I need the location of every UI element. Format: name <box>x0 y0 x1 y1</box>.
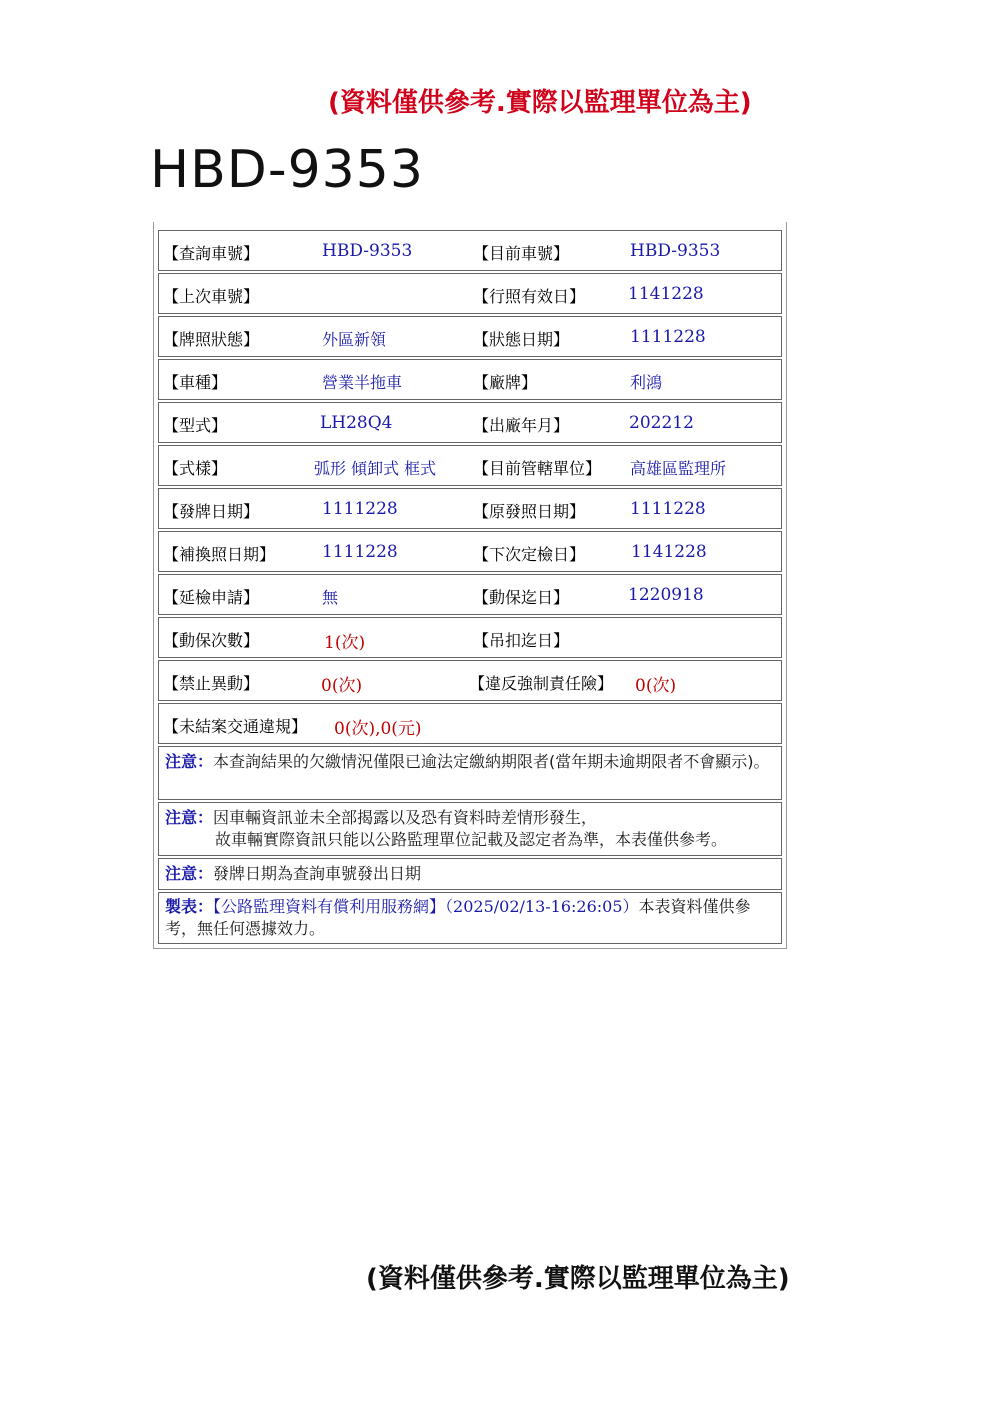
footer-head: 製表： <box>165 897 214 916</box>
row-value: 0(次),0(元) <box>334 719 422 739</box>
row-label: 【牌照狀態】 <box>163 330 260 349</box>
row-value: LH28Q4 <box>320 413 393 433</box>
note-box <box>158 746 782 800</box>
row-value: 1111228 <box>322 499 398 519</box>
row-value: 無 <box>322 588 339 607</box>
footer-text <box>165 896 773 940</box>
note-body: 發牌日期為查詢車號發出日期 <box>213 864 422 883</box>
row-value: 202212 <box>629 413 694 433</box>
row-value: 利鴻 <box>630 373 663 392</box>
row-label: 【發牌日期】 <box>163 502 260 521</box>
row-label: 【行照有效日】 <box>473 287 586 306</box>
plate-number-title: HBD-9353 <box>150 140 424 200</box>
footer-paren-open: （ <box>445 897 454 916</box>
note-head: 注意： <box>165 752 214 771</box>
row-label: 【車種】 <box>163 373 228 392</box>
vehicle-info-panel <box>153 222 787 949</box>
footer-body: 本表資料僅供參考，無任何憑據效力。 <box>165 897 751 938</box>
row-value: HBD-9353 <box>322 241 413 261</box>
disclaimer-top: (資料僅供參考.實際以監理單位為主) <box>328 88 752 118</box>
info-row <box>158 660 782 701</box>
row-value: 0(次) <box>635 676 677 696</box>
row-label: 【未結案交通違規】 <box>163 717 308 736</box>
info-row <box>158 531 782 572</box>
row-value: 1111228 <box>630 499 706 519</box>
row-value: 1(次) <box>324 633 366 653</box>
note-box <box>158 858 782 890</box>
row-label: 【動保迄日】 <box>473 588 570 607</box>
row-value: 外區新領 <box>322 330 387 349</box>
note-head: 注意： <box>165 808 214 827</box>
info-row <box>158 316 782 357</box>
note-text <box>165 863 773 885</box>
info-row <box>158 230 782 271</box>
disclaimer-bottom: (資料僅供參考.實際以監理單位為主) <box>366 1264 790 1294</box>
row-label: 【補換照日期】 <box>163 545 276 564</box>
note-body: 本查詢結果的欠繳情況僅限已逾法定繳納期限者(當年期未逾期限者不會顯示)。 <box>213 752 770 771</box>
footer-box <box>158 892 782 944</box>
row-value: 0(次) <box>321 676 363 696</box>
info-row <box>158 359 782 400</box>
row-label: 【吊扣迄日】 <box>473 631 570 650</box>
note-text <box>165 807 773 851</box>
unresolved-violations-row <box>158 703 782 744</box>
footer-timestamp: 2025/02/13-16:26:05 <box>453 897 623 916</box>
note-box <box>158 802 782 856</box>
note-body: 因車輛資訊並未全部揭露以及恐有資料時差情形發生， <box>213 808 598 827</box>
row-label: 【出廠年月】 <box>473 416 570 435</box>
row-label: 【查詢車號】 <box>163 244 260 263</box>
row-label: 【式樣】 <box>163 459 228 478</box>
row-value: 1141228 <box>631 542 707 562</box>
row-label: 【禁止異動】 <box>163 674 260 693</box>
note-body-line2: 故車輛實際資訊只能以公路監理單位記載及認定者為準，本表僅供參考。 <box>215 830 728 849</box>
row-label: 【延檢申請】 <box>163 588 260 607</box>
note-text <box>165 751 773 773</box>
row-label: 【上次車號】 <box>163 287 260 306</box>
info-row <box>158 617 782 658</box>
row-value: 1220918 <box>628 585 704 605</box>
note-head: 注意： <box>165 864 214 883</box>
info-row <box>158 273 782 314</box>
row-label: 【型式】 <box>163 416 228 435</box>
row-value: 營業半拖車 <box>322 373 403 392</box>
row-value: HBD-9353 <box>630 241 721 261</box>
row-label: 【目前管轄單位】 <box>473 459 602 478</box>
row-label: 【原發照日期】 <box>473 502 586 521</box>
row-value: 1111228 <box>322 542 398 562</box>
info-row <box>158 488 782 529</box>
row-value: 弧形 傾卸式 框式 <box>314 459 437 478</box>
row-label: 【下次定檢日】 <box>473 545 586 564</box>
info-row <box>158 402 782 443</box>
footer-source: 【公路監理資料有償利用服務網】 <box>213 897 446 916</box>
row-value: 1111228 <box>630 327 706 347</box>
info-row <box>158 445 782 486</box>
row-label: 【廠牌】 <box>473 373 538 392</box>
info-row <box>158 574 782 615</box>
row-value: 高雄區監理所 <box>630 459 727 478</box>
row-label: 【目前車號】 <box>473 244 570 263</box>
row-value: 1141228 <box>628 284 704 304</box>
row-label: 【動保次數】 <box>163 631 260 650</box>
footer-paren-close: ） <box>622 897 639 916</box>
row-label: 【違反強制責任險】 <box>469 674 614 693</box>
row-label: 【狀態日期】 <box>473 330 570 349</box>
